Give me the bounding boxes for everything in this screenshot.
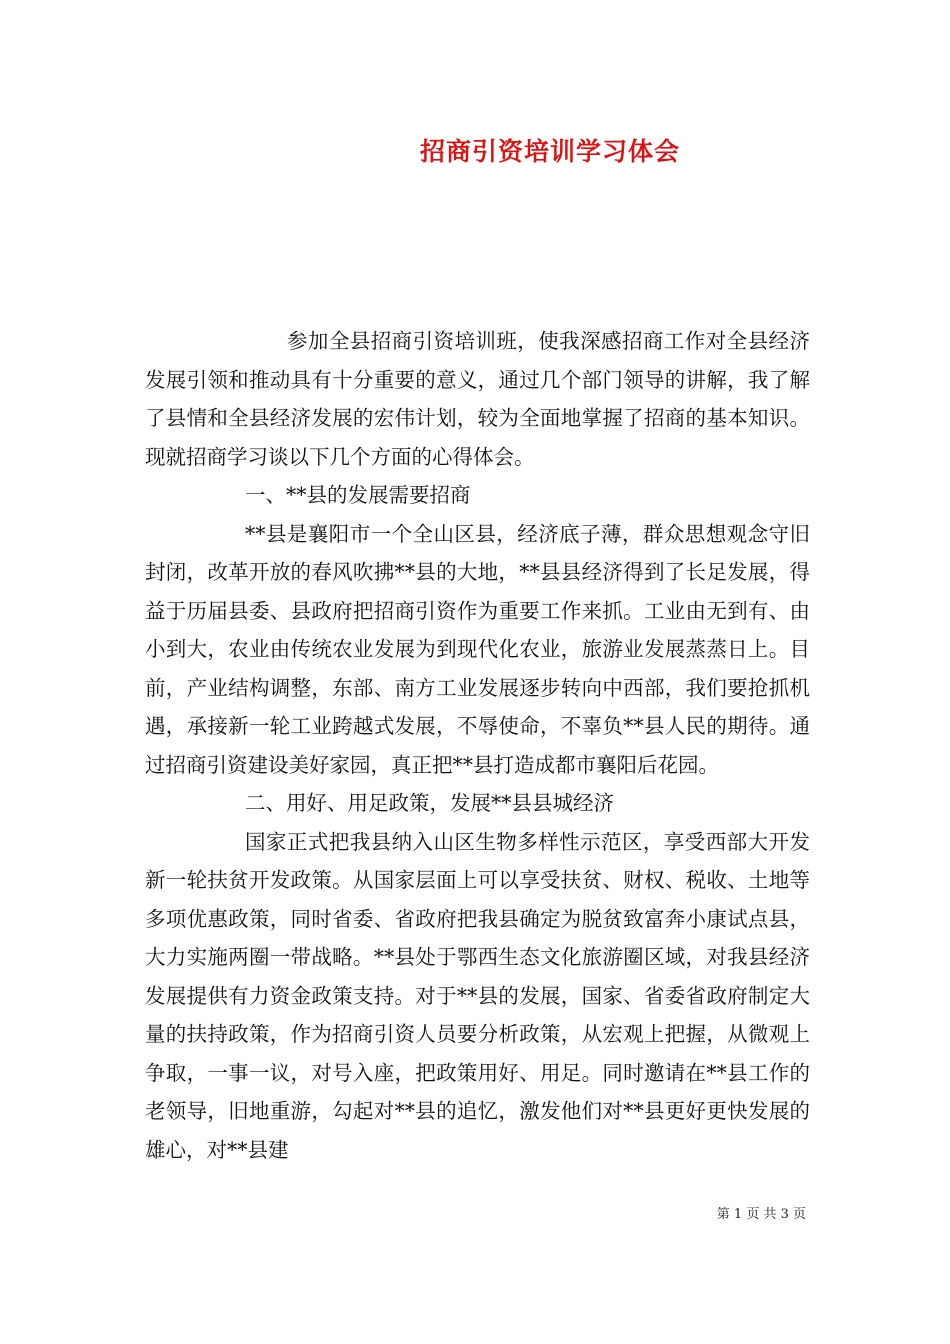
document-title: 招商引资培训学习体会: [419, 137, 680, 166]
paragraph-section-2: 国家正式把我县纳入山区生物多样性示范区，享受西部大开发新一轮扶贫开发政策。从国家层面上可以享受扶贫、财权、税收、土地等多项优惠政策，同时省委、省政府把我县确定为脱贫致富奔小康试点县，大力实施两圈一带战略。**县处于鄂西生态文化旅游圈区域，对我县经济发展提供有力资金政策支持。对于**县的发展，国家、省委省政府制定大量的扶持政策，作为招商引资人员要分析政策，从宏观上把握，从微观上争取，一事一议，对号入座，把政策用好、用足。同时邀请在**县工作的老领导，旧地重游，勾起对**县的追忆，激发他们对**县更好更快发展的雄心，对**县建: [145, 829, 810, 1162]
document-body: [145, 322, 810, 1169]
paragraph-intro: 参加全县招商引资培训班，使我深感招商工作对全县经济发展引领和推动具有十分重要的意义，通过几个部门领导的讲解，我了解了县情和全县经济发展的宏伟计划，较为全面地掌握了招商的基本知识。现就招商学习谈以下几个方面的心得体会。: [145, 329, 810, 469]
paragraph-section-1: **县是襄阳市一个全山区县，经济底子薄，群众思想观念守旧封闭，改革开放的春风吹拂**县的大地，**县县经济得到了长足发展，得益于历届县委、县政府把招商引资作为重要工作来抓。工业由无到有、由小到大，农业由传统农业发展为到现代化农业，旅游业发展蒸蒸日上。目前，产业结构调整，东部、南方工业发展逐步转向中西部，我们要抢抓机遇，承接新一轮工业跨越式发展，不辱使命，不辜负**县人民的期待。通过招商引资建设美好家园，真正把**县打造成都市襄阳后花园。: [145, 521, 810, 777]
section-heading-2: 二、用好、用足政策，发展**县县城经济: [245, 791, 614, 815]
section-heading-1: 一、**县的发展需要招商: [245, 483, 471, 507]
page-footer: 第 1 页 共 3 页: [716, 1207, 806, 1222]
